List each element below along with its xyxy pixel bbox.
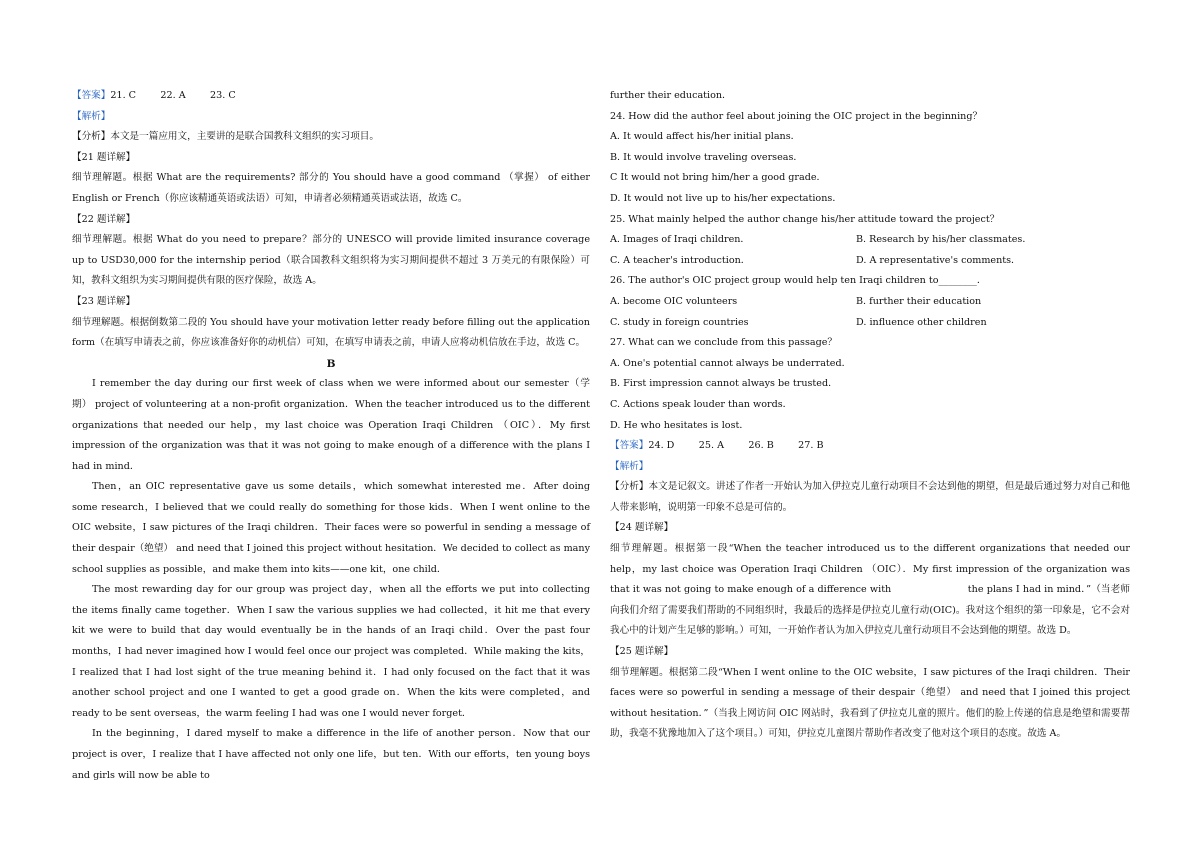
analysis-tag: 【解析】 (72, 110, 111, 122)
analysis-tag: 【解析】 (610, 460, 649, 472)
q24-option-b: B. It would involve traveling overseas． (610, 151, 803, 163)
answer-line-24-27 (610, 436, 1130, 457)
question-26: 26. The author's OIC project group would help ten Iraqi children to________． (610, 275, 987, 287)
q26-option-a: A. become OIC volunteers (610, 295, 738, 307)
q27-option-b: B. First impression cannot always be trusted． (610, 378, 838, 390)
q24-explanation: 细节理解题。根据第一段“When the teacher introduced us to the different organizations that needed our help，my last choice was Operation Iraqi Children （OIC）．My first impression of the organization was that it was not going to make enough of a difference with the plans I had in mind．”（当老师向我们介绍了需要我们帮助的不同组织时，我最后的选择是伊拉克儿童行动(OIC)。我对这个组织的第一印象是，它不会对我心中的计划产生足够的影响。）可知，一开始作者认为加入伊拉克儿童行动项目不会达到他的期望。故选 D。 (610, 543, 1134, 637)
q22-heading: 【22 题详解】 (72, 213, 136, 225)
q26-option-b: B. further their education (856, 295, 982, 307)
answer-tag: 【答案】 (72, 90, 111, 101)
q25-option-b: B. Research by his/her classmates． (856, 234, 1032, 246)
answer-text: 21. C 22. A 23. C (110, 90, 236, 101)
q23-explanation: 细节理解题。根据倒数第二段的 You should have your motivation letter ready before filling out the application form（在填写申请表之前，你应该准备好你的动机信）可知，在填写申请表之前，申请人应将动机信放在手边，故选 C。 (72, 316, 590, 349)
q21-heading: 【21 题详解】 (72, 151, 136, 163)
analysis-summary: 【分析】本文是一篇应用文，主要讲的是联合国教科文组织的实习项目。 (72, 131, 379, 143)
q26-option-d: D. influence other children (856, 316, 987, 328)
q25-heading: 【25 题详解】 (610, 646, 674, 658)
q27-option-d: D. He who hesitates is lost． (610, 419, 749, 431)
q26-options-row-2 (610, 313, 1130, 334)
analysis-summary: 【分析】本文是记叙文。讲述了作者一开始认为加入伊拉克儿童行动项目不会达到他的期望，但是最后通过努力对自己和他人带来影响，说明第一印象不总是可信的。 (610, 481, 1130, 513)
q23-heading: 【23 题详解】 (72, 295, 136, 307)
q21-explanation: 细节理解题。根据 What are the requirements? 部分的 You should have a good command （掌握） of either English or French（你应该精通英语或法语）可知，申请者必须精通英语或法语，故选 C。 (72, 172, 590, 204)
q25-options-row-1 (610, 230, 1130, 251)
question-25: 25. What mainly helped the author change his/her attitude toward the project？ (610, 213, 1000, 225)
question-24: 24. How did the author feel about joining the OIC project in the beginning？ (610, 110, 983, 122)
answer-line-21-23 (72, 86, 590, 107)
q25-option-c: C. A teacher's introduction． (610, 254, 751, 266)
q25-option-a: A. Images of Iraqi children． (610, 234, 751, 246)
q27-option-a: A. One's potential cannot always be underrated． (610, 357, 852, 369)
q26-options-row-1 (610, 292, 1130, 313)
left-column (72, 86, 590, 786)
right-column (610, 86, 1134, 745)
passage-paragraph-1: I remember the day during our first week of class when we were informed about our semester（学期） project of volunteering at a non-profit organization．When the teacher introduced us to the different organizations that needed our help，my last choice was Operation Iraqi Children （OIC）．My first impression of the organization was that it was not going to make enough of a difference with the plans I had in mind． (72, 378, 590, 472)
q22-explanation: 细节理解题。根据 What do you need to prepare？部分的 UNESCO will provide limited insurance coverage up to USD30,000 for the internship period（联合国教科文组织将为实习期间提供不超过 3 万美元的有限保险）可知，教科文组织为实习期间提供有限的医疗保险，故选 A。 (72, 234, 590, 287)
passage-paragraph-3: The most rewarding day for our group was project day，when all the efforts we put into collecting the items finally came together．When I saw the various supplies we had collected，it hit me that every kit we were to build that day would eventually be in the hands of an Iraqi child．Over the past four months，I had never imagined how I would feel once our project was completed．While making the kits，I realized that I had lost sight of the true meaning behind it．I had only focused on the fact that it was another school project and one I wanted to get a good grade on．When the kits were completed，and ready to be sent overseas，the warm feeling I had was one I would never forget． (72, 584, 590, 719)
passage-paragraph-4: In the beginning，I dared myself to make a difference in the life of another person．Now that our project is over，I realize that I have affected not only one life，but ten．With our efforts，ten young boys and girls will now be able to (72, 728, 590, 781)
answer-tag: 【答案】 (610, 440, 649, 452)
q24-option-a: A. It would affect his/her initial plans． (610, 131, 801, 143)
q24-option-d: D. It would not live up to his/her expectations． (610, 192, 842, 204)
q25-options-row-2 (610, 251, 1130, 272)
q24-heading: 【24 题详解】 (610, 522, 674, 534)
q25-option-d: D. A representative's comments． (856, 254, 1021, 266)
section-heading: B (326, 357, 336, 370)
passage-paragraph-2: Then，an OIC representative gave us some details，which somewhat interested me．After doing some research，I believed that we could really do something for those kids．When I went online to the OIC website，I saw pictures of the Iraqi children．Their faces were so powerful in sending a message of their despair（绝望） and need that I joined this project without hesitation．We decided to collect as many school supplies as possible，and make them into kits——one kit，one child． (72, 481, 590, 575)
q27-option-c: C. Actions speak louder than words． (610, 398, 793, 410)
passage-continuation: further their education． (610, 90, 732, 101)
q25-explanation: 细节理解题。根据第二段“When I went online to the OIC website，I saw pictures of the Iraqi children．Their faces were so powerful in sending a message of their despair（绝望） and need that I joined this project without hesitation．”（当我上网访问 OIC 网站时，我看到了伊拉克儿童的照片。他们的脸上传递的信息是绝望和需要帮助，我毫不犹豫地加入了这个项目。）可知，伊拉克儿童图片帮助作者改变了他对这个项目的态度。故选 A。 (610, 666, 1130, 740)
q26-option-c: C. study in foreign countries (610, 316, 749, 328)
q24-option-c: C It would not bring him/her a good grade． (610, 172, 827, 184)
question-27: 27. What can we conclude from this passage？ (610, 337, 838, 349)
answer-text: 24. D 25. A 26. B 27. B (648, 440, 824, 452)
